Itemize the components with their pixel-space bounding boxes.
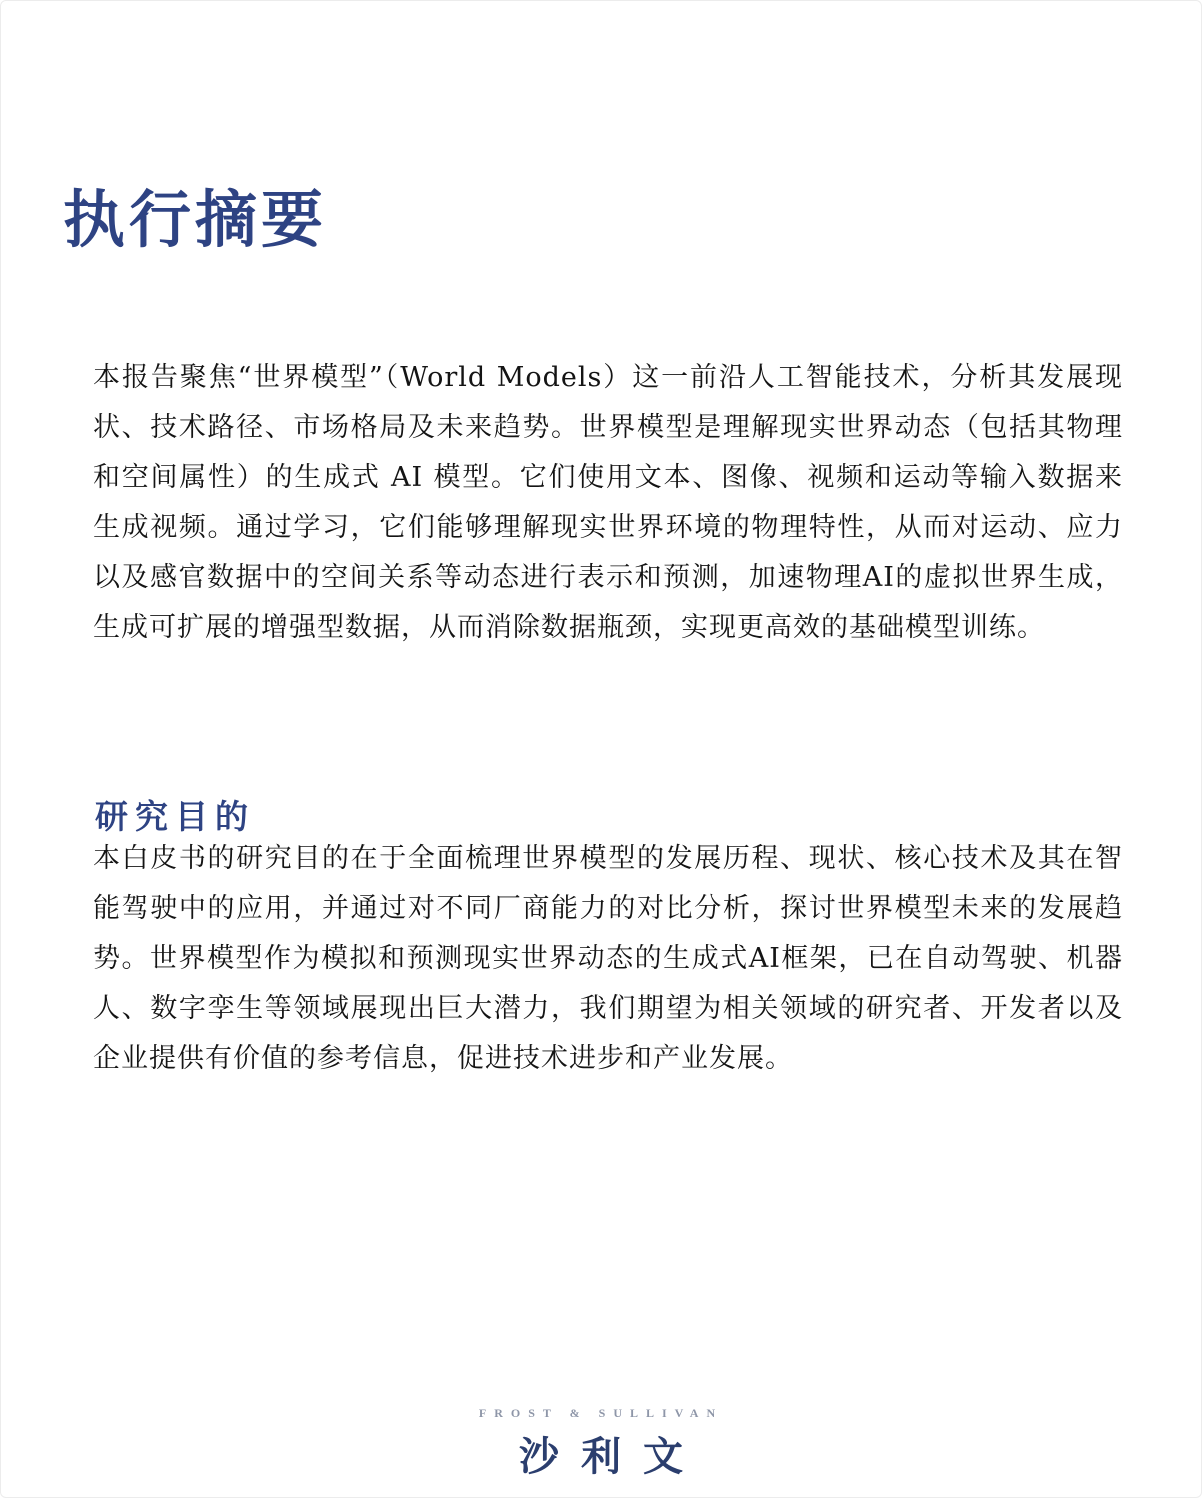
research-purpose-paragraph: 本白皮书的研究目的在于全面梳理世界模型的发展历程、现状、核心技术及其在智能驾驶中的应用，并通过对不同厂商能力的对比分析，探讨世界模型未来的发展趋势。世界模型作为模拟和预测现实世界动态的生成式AI框架，已在自动驾驶、机器人、数字孪生等领域展现出巨大潜力，我们期望为相关领域的研究者、开发者以及企业提供有价值的参考信息，促进技术进步和产业发展。 [93, 843, 1123, 1074]
page-title: 执行摘要 [63, 182, 328, 256]
frost-sullivan-wordmark: FROST & SULLIVAN [478, 1406, 724, 1420]
shalivin-logotype: 沙利文 [519, 1434, 705, 1480]
section-heading-research-purpose: 研究目的 [95, 797, 255, 837]
footer-logo [1, 1406, 1201, 1482]
summary-paragraph: 本报告聚焦“世界模型”（World Models）这一前沿人工智能技术，分析其发展现状、技术路径、市场格局及未来趋势。世界模型是理解现实世界动态（包括其物理和空间属性）的生成式 AI 模型。它们使用文本、图像、视频和运动等输入数据来生成视频。通过学习，它们能够理解现实世界环境的物理特性，从而对运动、应力以及感官数据中的空间关系等动态进行表示和预测，加速物理AI的虚拟世界生成，生成可扩展的增强型数据，从而消除数据瓶颈，实现更高效的基础模型训练。 [93, 362, 1123, 643]
